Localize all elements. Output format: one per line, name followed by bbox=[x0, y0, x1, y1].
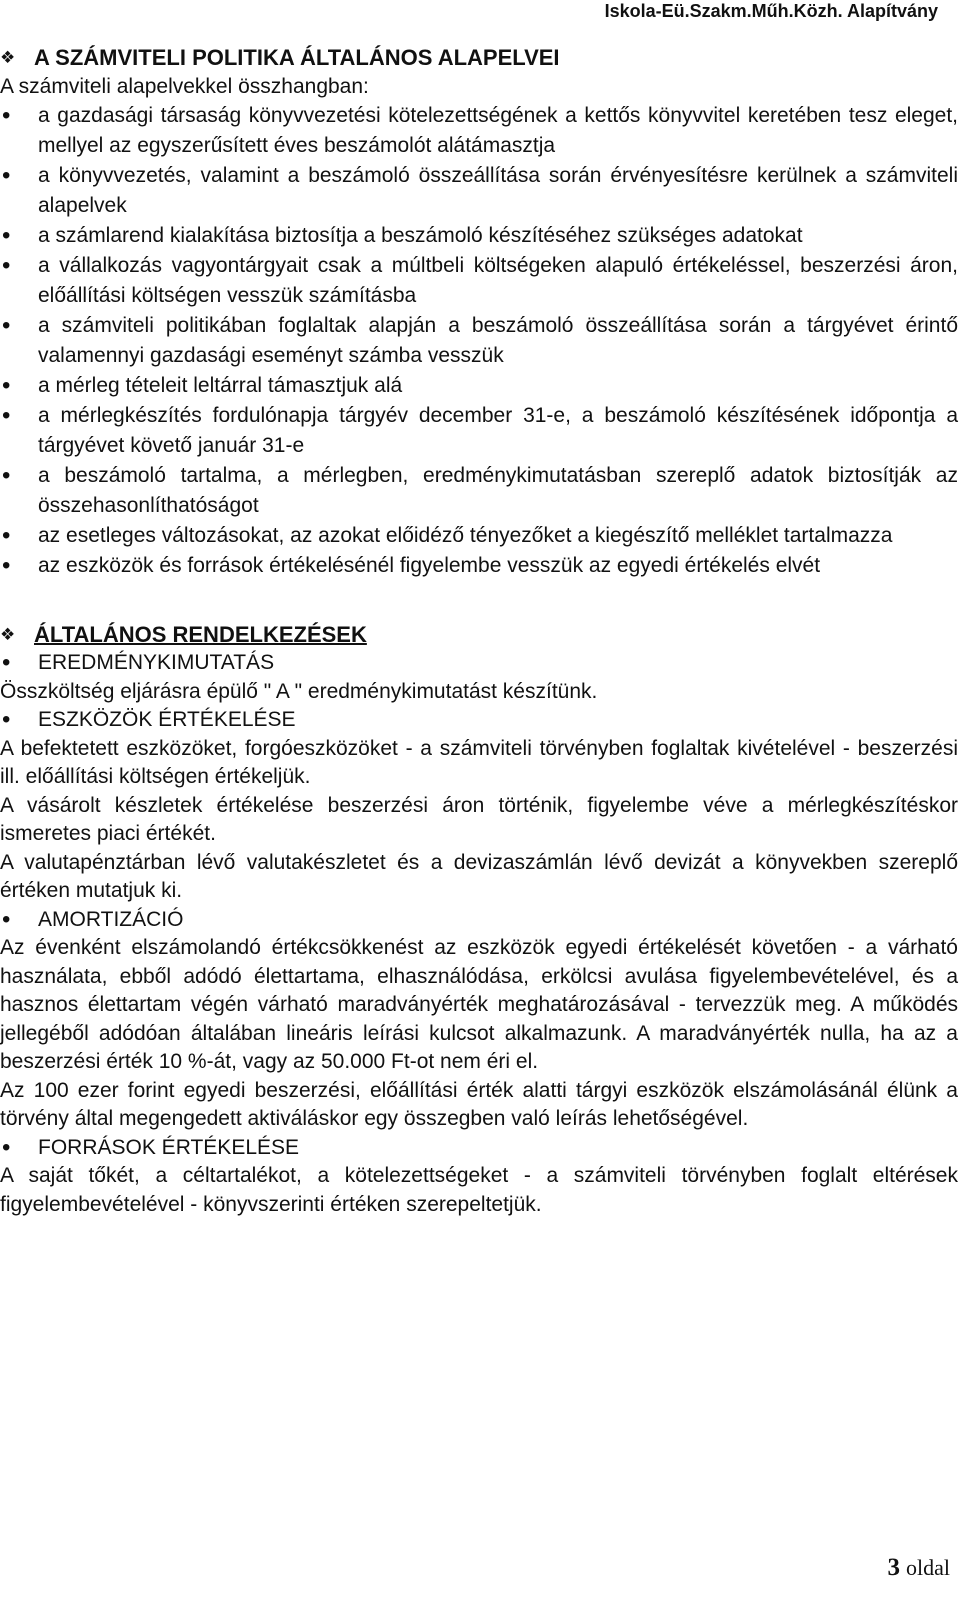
paragraph: A valutapénztárban lévő valutakészletet és a devizaszámlán lévő devizát a könyvekben szereplő értéken mutatjuk ki. bbox=[0, 850, 958, 902]
section2-title: ÁLTALÁNOS RENDELKEZÉSEK bbox=[34, 622, 367, 647]
section1-intro: A számviteli alapelvekkel összhangban: bbox=[0, 75, 369, 98]
list-item: • a könyvvezetés, valamint a beszámoló összeállítása során érvényesítésre kerülnek a számviteli alapelvek bbox=[0, 161, 958, 221]
list-item: • a beszámoló tartalma, a mérlegben, eredménykimutatásban szereplő adatok biztosítják az összehasonlíthatóságot bbox=[0, 461, 958, 521]
paragraph: A vásárolt készletek értékelése beszerzési áron történik, figyelembe véve a mérlegkészítéskor ismeretes piaci értékét. bbox=[0, 793, 958, 845]
diamond-bullet-icon: ❖ bbox=[0, 48, 16, 67]
section1-title: A SZÁMVITELI POLITIKA ÁLTALÁNOS ALAPELVEI bbox=[34, 45, 560, 70]
page-footer bbox=[888, 1554, 951, 1582]
list-item: • a mérlegkészítés fordulónapja tárgyév december 31-e, a beszámoló készítésének időpontja a tárgyévet követő január 31-e bbox=[0, 401, 958, 461]
list-item: • az esetleges változásokat, az azokat előidéző tényezőket a kiegészítő melléklet tartalmazza bbox=[0, 521, 958, 551]
list-item: • a vállalkozás vagyontárgyait csak a múltbeli költségeken alapuló értékeléssel, beszerzési áron, előállítási költségen vesszük számításba bbox=[0, 251, 958, 311]
list-item: • a gazdasági társaság könyvvezetési kötelezettségének a kettős könyvvitel keretében tesz eleget, mellyel az egyszerűsített éves beszámolót alátámasztja bbox=[0, 101, 958, 161]
page-label: oldal bbox=[906, 1555, 950, 1580]
diamond-bullet-icon: ❖ bbox=[0, 625, 16, 644]
paragraph: Az 100 ezer forint egyedi beszerzési, előállítási érték alatti tárgyi eszközök elszámolásánál élünk a törvény által megengedett aktiváláskor egy összegben való leírás lehetőségével. bbox=[0, 1078, 958, 1130]
list-item: • a számviteli politikában foglaltak alapján a beszámoló összeállítása során a tárgyévet érintő valamennyi gazdasági eseményt számba vesszük bbox=[0, 311, 958, 371]
subsection-heading: • ESZKÖZÖK ÉRTÉKELÉSE bbox=[0, 706, 958, 735]
section1-heading bbox=[0, 44, 958, 72]
section1-bullet-list bbox=[0, 101, 958, 581]
page-number: 3 bbox=[887, 1554, 900, 1581]
subsection-heading: • EREDMÉNYKIMUTATÁS bbox=[0, 649, 958, 678]
list-item: • a számlarend kialakítása biztosítja a beszámoló készítéséhez szükséges adatokat bbox=[0, 221, 958, 251]
section2-blocks bbox=[0, 649, 958, 1219]
list-item: • a mérleg tételeit leltárral támasztjuk alá bbox=[0, 371, 958, 401]
paragraph: Az évenként elszámolandó értékcsökkenést az eszközök egyedi értékelését követően - a várható használata, ebből adódó élettartama, elhasználódása, erkölcsi avulása figyelembevételével, és a hasznos élettartam végén várható maradványérték meghatározásával - tervezzük meg. A működés jellegéből adódóan általában lineáris leírási kulcsot alkalmazunk. A maradványérték nulla, ha az a beszerzési érték 10 %-át, vagy az 50.000 Ft-ot nem éri el. bbox=[0, 936, 958, 1073]
section2-heading bbox=[0, 621, 958, 649]
page-header-org: Iskola-Eü.Szakm.Műh.Közh. Alapítvány bbox=[604, 1, 938, 21]
paragraph: Összköltség eljárásra épülő " A " eredménykimutatást készítünk. bbox=[0, 679, 598, 703]
subsection-heading: • FORRÁSOK ÉRTÉKELÉSE bbox=[0, 1134, 958, 1163]
document-body bbox=[0, 44, 958, 1219]
list-item: • az eszközök és források értékelésénél figyelembe vesszük az egyedi értékelés elvét bbox=[0, 551, 958, 581]
paragraph: A saját tőkét, a céltartalékot, a kötelezettségeket - a számviteli törvényben foglalt eltérések figyelembevételével - könyvszerinti értéken szerepeltetjük. bbox=[0, 1164, 958, 1216]
subsection-heading: • AMORTIZÁCIÓ bbox=[0, 906, 958, 935]
paragraph: A befektetett eszközöket, forgóeszközöket - a számviteli törvényben foglaltak kivételével - beszerzési ill. előállítási költségen értékeljük. bbox=[0, 736, 958, 788]
